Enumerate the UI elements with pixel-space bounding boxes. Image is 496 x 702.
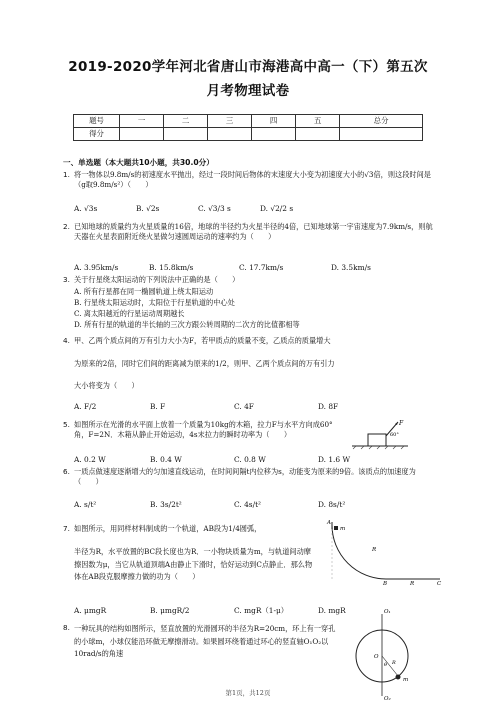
label-a: A: [327, 520, 331, 526]
option-d: D. √2/2 s: [260, 204, 294, 213]
option-c: C. 4F: [234, 402, 254, 411]
option-c: C. √3/3 s: [198, 204, 231, 213]
question-number: 6.: [63, 467, 70, 476]
crate-box: [368, 434, 386, 446]
question-text: 一种玩具的结构如图所示，竖直放置的光滑圆环的半径为R=20cm，环上有一穿孔的小球m，小球仅能沿环做无摩擦滑动。如果圆环绕着通过环心的竖直轴O₁O₂以10rad/s的角速: [74, 624, 336, 659]
force-label: F: [399, 420, 404, 427]
label-o1: O₁: [384, 609, 391, 615]
question-text: 如图所示在光滑的水平面上放着一个质量为10kg的木箱，拉力F与水平方向成60°角，F=2N．木箱从静止开始运动，4s末拉力的瞬时功率为（ ）: [74, 420, 333, 440]
question-number: 3.: [63, 275, 70, 284]
option-b: B. √2s: [136, 204, 160, 213]
ball-m: [396, 675, 401, 680]
question-6: [63, 467, 435, 488]
label-o2: O₂: [384, 696, 391, 702]
option-a: A. μmgR: [74, 606, 107, 615]
arc-track: [332, 525, 386, 579]
question-number: 1.: [63, 170, 70, 179]
question-text-line1: 甲、乙两个质点间的万有引力大小为F，若甲质点的质量不变，乙质点的质量增大: [74, 336, 331, 345]
option-c: C. 离太阳越近的行星运动周期越长: [74, 309, 185, 318]
exam-title-line1: 2019-2020学年河北省唐山市海港高中高一（下）第五次: [68, 59, 428, 75]
option-a: A. F/2: [74, 402, 97, 411]
angle-label: 60°: [390, 432, 399, 438]
score-cell: [120, 128, 164, 141]
question-number: 2.: [63, 222, 70, 231]
score-table-row: [74, 128, 423, 141]
score-header-cell: 四: [252, 115, 296, 128]
score-table: [73, 114, 423, 141]
label-r-arc: R: [372, 547, 377, 553]
question-2: [63, 222, 435, 243]
option-a: A. √3s: [74, 204, 98, 213]
score-header-cell: 一: [120, 115, 164, 128]
question-text: 将一物体以9.8m/s的初速度水平抛出，经过一段时间后物体的末速度大小变为初速度大小的√3倍，则这段时间是（g取9.8m/s²）（ ）: [74, 170, 431, 190]
question-4-options: [74, 402, 378, 413]
question-5-options: [74, 455, 378, 466]
label-r-flat: R: [410, 581, 415, 585]
question-text: 已知地球的质量约为火星质量的16倍，地球的半径约为火星半径的4倍，已知地球第一宇宙速度为7.9km/s，则航天器在火星表面附近绕火星做匀速圆周运动的速率约为（ ）: [74, 222, 433, 242]
question-1-options: [74, 204, 322, 215]
question-3: [63, 275, 435, 285]
question-5: [63, 420, 345, 441]
option-c: C. 17.7km/s: [239, 263, 284, 272]
score-cell: [164, 128, 208, 141]
option-d: D. mgR: [318, 606, 346, 615]
score-header-cell: 二: [164, 115, 208, 128]
score-header-cell: 五: [296, 115, 340, 128]
option-c: C. 0.8 W: [234, 455, 266, 464]
section-heading: 一、单选题（本大题共10小题，共30.0分）: [63, 158, 214, 167]
question-4-line3: [63, 381, 435, 391]
track-figure: [326, 519, 446, 585]
question-number: 8.: [63, 623, 70, 632]
score-header-cell: 总分: [340, 115, 423, 128]
question-7-options: [74, 606, 378, 617]
option-d: D. 8s/t²: [318, 500, 346, 509]
option-c: C. 4s/t²: [234, 500, 262, 509]
question-text-line3: 大小将变为（ ）: [74, 381, 139, 390]
question-4: [63, 336, 435, 346]
question-number: 4.: [63, 336, 70, 345]
page-footer: 第1页，共12页: [225, 689, 271, 697]
option-b: B. μmgR/2: [150, 606, 190, 615]
label-r: R: [392, 660, 396, 666]
score-cell: [340, 128, 423, 141]
option-b: B. 行星绕太阳运动时，太阳位于行星轨道的中心处: [74, 298, 235, 307]
ring-figure: [350, 606, 414, 702]
option-a: A. 所有行星都在同一椭圆轨道上绕太阳运动: [74, 287, 214, 296]
score-cell: [208, 128, 252, 141]
question-text: 关于行星绕太阳运动的下列说法中正确的是（ ）: [74, 275, 240, 284]
label-m: m: [340, 526, 346, 532]
option-b: B. 15.8km/s: [149, 263, 194, 272]
question-text-line1: 如图所示，用同样材料制成的一个轨道，AB段为1/4圆弧，: [74, 524, 262, 533]
score-cell: [252, 128, 296, 141]
option-a: A. s/t²: [74, 500, 97, 509]
question-text-line2: 为原来的2倍，同时它们间的距离减为原来的1/2，则甲、乙两个质点间的万有引力: [74, 359, 335, 368]
label-c: C: [437, 581, 442, 585]
question-text-line2: 半径为R，水平放置的BC段长度也为R．一小物块质量为m，与轨道间动摩擦因数为μ，当它从轨道顶端A由静止下滑时，恰好运动到C点静止．那么物体在AB段克服摩擦力做的功为（ ）: [74, 547, 313, 582]
question-4-line2: [63, 359, 435, 369]
question-3-options: [74, 287, 374, 331]
block-m: [334, 526, 338, 530]
option-b: B. 3s/2t²: [150, 500, 182, 509]
option-d: D. 3.5km/s: [331, 263, 371, 272]
score-row-label: 得分: [74, 128, 120, 141]
score-header-cell: 题号: [74, 115, 120, 128]
option-a: A. 3.95km/s: [74, 263, 119, 272]
label-o: O: [374, 654, 379, 660]
option-d: D. 1.6 W: [318, 455, 351, 464]
option-d: D. 8F: [318, 402, 339, 411]
question-2-options: [74, 263, 401, 274]
label-b: B: [383, 581, 388, 585]
label-m: m: [403, 677, 409, 683]
label-theta: θ: [384, 662, 388, 668]
question-8: [63, 623, 341, 661]
question-number: 5.: [63, 420, 70, 429]
score-header-cell: 三: [208, 115, 252, 128]
crate-figure: [350, 418, 410, 450]
option-d: D. 所有行星的轨道的半长轴的三次方跟公转周期的二次方的比值都相等: [74, 320, 300, 329]
option-b: B. F: [150, 402, 166, 411]
option-b: B. 0.4 W: [150, 455, 182, 464]
question-number: 7.: [63, 524, 70, 533]
exam-title-line2: 月考物理试卷: [206, 83, 290, 99]
score-cell: [296, 128, 340, 141]
question-7: [63, 524, 318, 534]
question-6-options: [74, 500, 378, 511]
score-table-header-row: [74, 115, 423, 128]
question-7-body: [63, 546, 318, 584]
question-1: [63, 170, 435, 191]
question-text: 一质点做速度逐渐增大的匀加速直线运动，在时间间隔t内位移为s，动能变为原来的9倍。该质点的加速度为（ ）: [74, 467, 416, 487]
option-c: C. mgR（1-μ）: [234, 606, 289, 615]
option-a: A. 0.2 W: [74, 455, 106, 464]
